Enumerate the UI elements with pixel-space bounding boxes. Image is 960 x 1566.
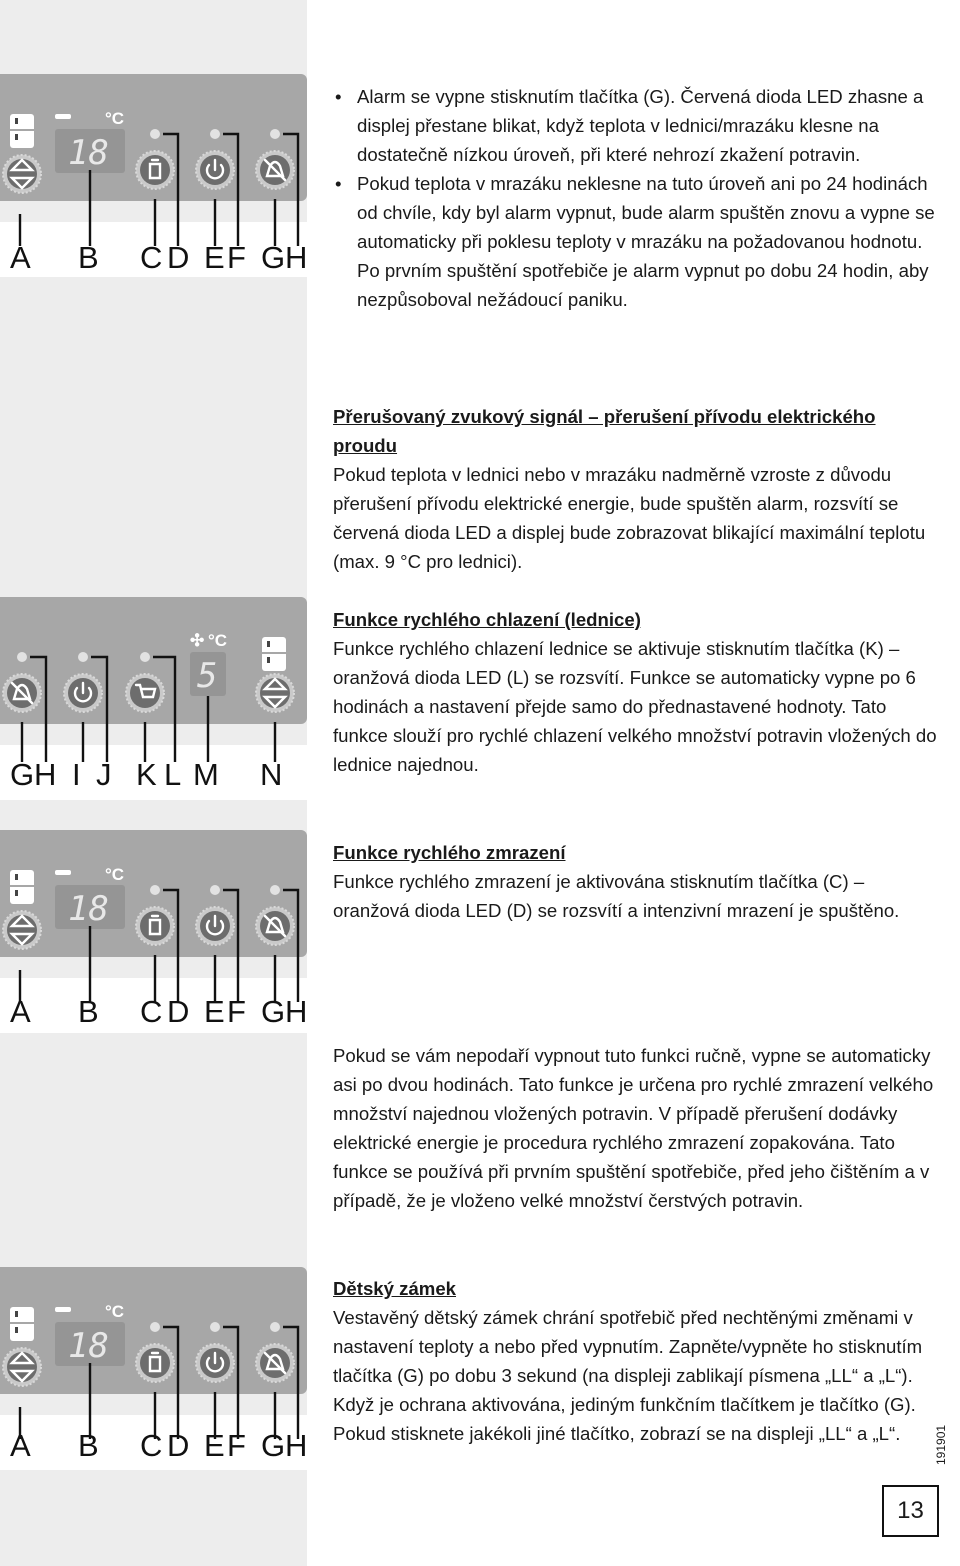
label-c: C (140, 1428, 163, 1463)
unit-label: °C (105, 109, 125, 128)
label-g: G (261, 994, 286, 1029)
section-heading: Funkce rychlého chlazení (lednice) (333, 609, 641, 630)
label-c: C (140, 994, 163, 1029)
minus-sign (55, 870, 71, 875)
alarm-off-button-icon (256, 907, 294, 945)
alarm-section (333, 82, 943, 314)
unit-label: °C (208, 631, 228, 650)
unit-label: °C (105, 865, 125, 884)
child-lock-section (333, 1274, 943, 1448)
control-panel-3 (0, 830, 307, 1035)
minus-sign (55, 1307, 71, 1312)
fan-icon: ✣ (190, 631, 205, 650)
alarm-off-button-icon (3, 674, 41, 712)
label-l: L (164, 757, 182, 792)
label-c: C (140, 240, 163, 275)
label-a: A (10, 994, 31, 1029)
label-j: J (96, 757, 112, 792)
label-k: K (136, 757, 157, 792)
fast-freeze-button-icon (136, 1344, 174, 1382)
section-body: Funkce rychlého zmrazení je aktivována stisknutím tlačítka (C) – oranžová dioda LED (D) se rozsvítí a intenzivní mrazení je spuštěno. (333, 871, 900, 921)
temperature-adjust-button-icon (3, 911, 41, 949)
led-j (78, 652, 88, 662)
label-h: H (285, 240, 308, 275)
bullet-item: • Pokud teplota v mrazáku neklesne na tuto úroveň ani po 24 hodinách od chvíle, kdy byl alarm vypnut, bude alarm spuštěn znovu a vypne se automaticky při poklesu teploty v mrazáku na požadovanou hodnotu. Po prvním spuštění spotřebiče je alarm vypnut po dobu 24 hodin, aby nezpůsoboval nežádoucí paniku. (333, 169, 943, 314)
label-d: D (167, 1428, 190, 1463)
fridge-icon (262, 637, 286, 671)
led-f (210, 1322, 220, 1332)
fast-freeze-info (333, 1041, 943, 1215)
section-body: Vestavěný dětský zámek chrání spotřebič před nechtěnými změnami v nastavení teploty a nebo před vypnutím. Zapněte/vypněte ho stisknutím tlačítka (G) po dobu 3 sekund (na displeji zablikají písmena „LL“ a „L“). Když je ochrana aktivována, jediným funkčním tlačítkem je tlačítko (G). Pokud stisknete jakékoli jiné tlačítko, zobrazí se na displeji „LL“ a „L“. (333, 1307, 923, 1444)
lcd-value: 18 (68, 889, 109, 929)
fridge-icon (10, 1307, 34, 1341)
fast-freeze-button-icon (136, 907, 174, 945)
label-a: A (10, 1428, 31, 1463)
alarm-bullets (333, 82, 943, 314)
power-button-icon (196, 151, 234, 189)
led-l (140, 652, 150, 662)
fast-cool-button-icon (126, 674, 164, 712)
section-heading: Přerušovaný zvukový signál – přerušení přívodu elektrického proudu (333, 406, 876, 456)
temperature-adjust-button-icon (256, 674, 294, 712)
led-d (150, 885, 160, 895)
section-body: Pokud se vám nepodaří vypnout tuto funkci ručně, vypne se automaticky asi po dvou hodinách. Tato funkce je určena pro rychlé zmrazení velkého množství najednou vložených potravin. V případě přerušení dodávky elektrické energie je procedura rychlého zmrazení zopakována. Tato funkce se používá při prvním spuštění spotřebiče, před jeho čištěním a v případě, že je vloženo velké množství čerstvých potravin. (333, 1045, 934, 1211)
temperature-adjust-button-icon (3, 155, 41, 193)
label-d: D (167, 240, 190, 275)
label-n: N (260, 757, 283, 792)
power-button-icon (64, 674, 102, 712)
label-m: M (193, 757, 219, 792)
section-heading: Dětský zámek (333, 1278, 457, 1299)
fridge-icon (10, 114, 34, 148)
unit-label: °C (105, 1302, 125, 1321)
led-h (270, 129, 280, 139)
fridge-icon (10, 870, 34, 904)
led-h (17, 652, 27, 662)
label-b: B (78, 240, 99, 275)
bullet-item: • Alarm se vypne stisknutím tlačítka (G). Červená dioda LED zhasne a displej přestane blikat, když teplota v lednici/mrazáku klesne na dostatečně nízkou úroveň, při které nehrozí zkažení potravin. (333, 82, 943, 169)
label-f: F (227, 994, 246, 1029)
label-b: B (78, 994, 99, 1029)
minus-sign (55, 114, 71, 119)
section-body: Pokud teplota v lednici nebo v mrazáku nadměrně vzroste z důvodu přerušení přívodu elektrické energie, bude spuštěn alarm, rozsvítí se červená dioda LED a displej bude zobrazovat blikající maximální teplotu (max. 9 °C pro lednici). (333, 464, 926, 572)
led-f (210, 129, 220, 139)
control-panel-2 (0, 597, 307, 802)
alarm-off-button-icon (256, 1344, 294, 1382)
label-g: G (261, 1428, 286, 1463)
label-h: H (34, 757, 57, 792)
label-g: G (261, 240, 286, 275)
label-i: I (72, 757, 81, 792)
label-h: H (285, 1428, 308, 1463)
label-e: E (204, 994, 225, 1029)
label-a: A (10, 240, 31, 275)
led-h (270, 885, 280, 895)
temperature-adjust-button-icon (3, 1348, 41, 1386)
lcd-value: 18 (68, 133, 109, 173)
label-g: G (10, 757, 35, 792)
led-d (150, 1322, 160, 1332)
power-button-icon (196, 907, 234, 945)
led-h (270, 1322, 280, 1332)
power-failure-section (333, 402, 943, 576)
page-number: 13 (882, 1485, 939, 1537)
lcd-value: 18 (68, 1326, 109, 1366)
label-e: E (204, 1428, 225, 1463)
label-f: F (227, 240, 246, 275)
led-d (150, 129, 160, 139)
label-f: F (227, 1428, 246, 1463)
document-number: 191901 (934, 1424, 948, 1465)
section-body: Funkce rychlého chlazení lednice se aktivuje stisknutím tlačítka (K) – oranžová dioda LED (L) se rozsvítí. Funkce se automaticky vypne po 6 hodinách a nastavení přejde samo do přednastavené hodnoty. Tato funkce slouží pro rychlé chlazení velkého množství potravin vložených do lednice najednou. (333, 638, 937, 775)
fast-cool-section (333, 605, 943, 779)
fast-freeze-button-icon (136, 151, 174, 189)
label-d: D (167, 994, 190, 1029)
control-panel-4 (0, 1267, 307, 1472)
led-f (210, 885, 220, 895)
control-panel-1 (0, 74, 307, 279)
label-b: B (78, 1428, 99, 1463)
label-h: H (285, 994, 308, 1029)
power-button-icon (196, 1344, 234, 1382)
label-e: E (204, 240, 225, 275)
fast-freeze-section (333, 838, 943, 925)
alarm-off-button-icon (256, 151, 294, 189)
section-heading: Funkce rychlého zmrazení (333, 842, 566, 863)
lcd-value: 5 (197, 656, 218, 696)
